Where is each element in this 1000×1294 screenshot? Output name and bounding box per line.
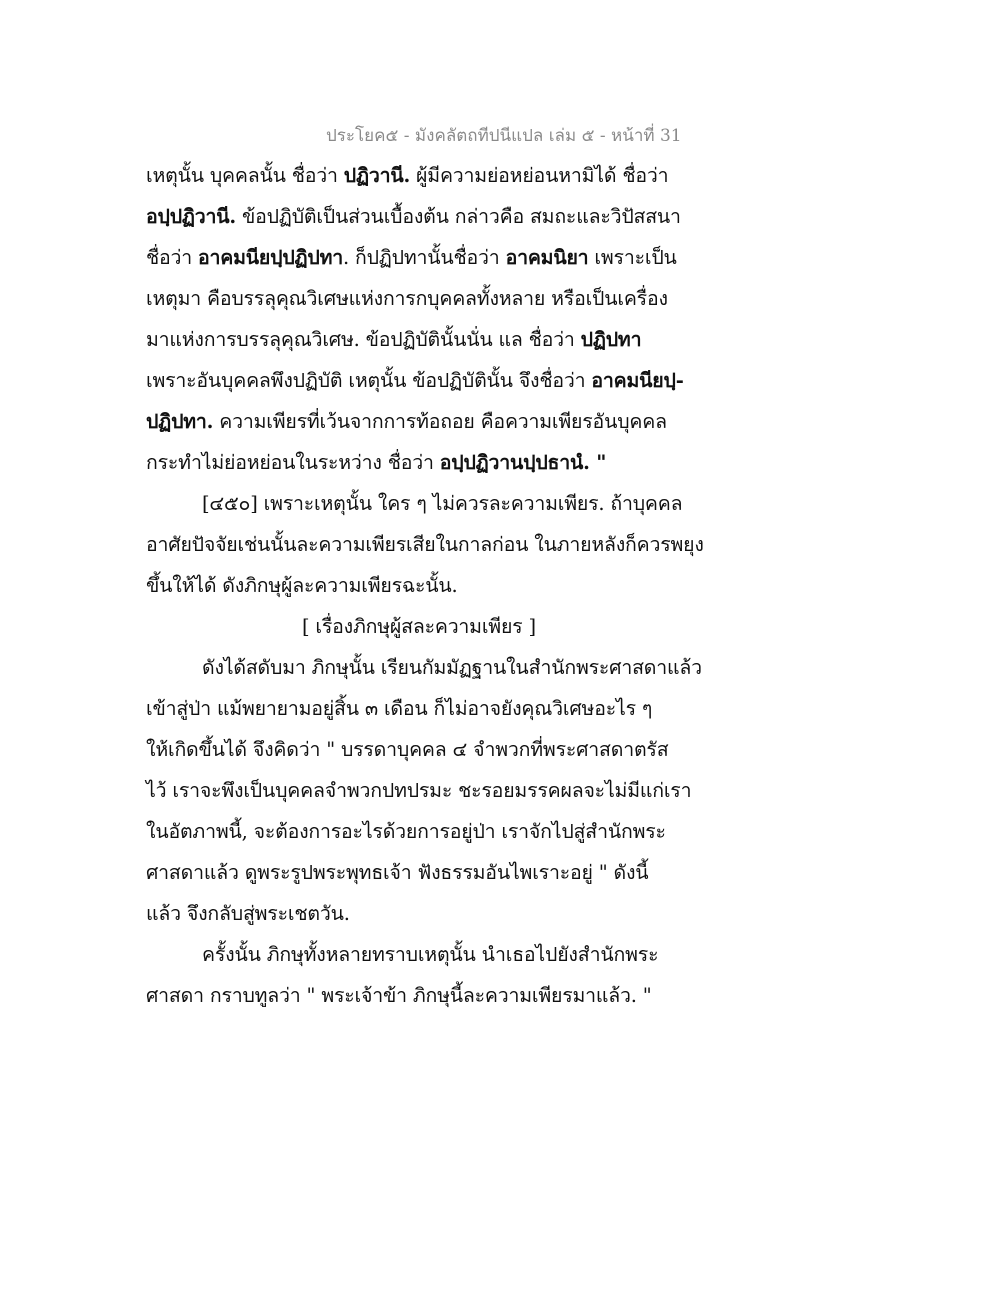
text-segment: ให้เกิดขึ้นได้ จึงคิดว่า " บรรดาบุคคล ๔ จำพวกที่พระศาสดาตรัส (146, 738, 669, 761)
text-line (146, 811, 706, 852)
bold-term: อาคมนิยา (505, 246, 589, 269)
text-segment: เหตุนั้น บุคคลนั้น ชื่อว่า (146, 164, 344, 187)
text-line (146, 483, 706, 524)
text-segment: . ก็ปฏิปทานั้นชื่อว่า (343, 246, 506, 269)
text-line (146, 319, 706, 360)
text-segment: ชื่อว่า (146, 246, 199, 269)
text-segment: [ เรื่องภิกษุผู้สละความเพียร ] (302, 615, 536, 638)
text-segment: [๔๕๐] เพราะเหตุนั้น ใคร ๆ ไม่ควรละความเพียร. ถ้าบุคคล (202, 492, 683, 515)
text-segment: ศาสดาแล้ว ดูพระรูปพระพุทธเจ้า ฟังธรรมอันไพเราะอยู่ " ดังนี้ (146, 861, 649, 884)
bold-term: อาคมนียปฺ- (591, 369, 684, 392)
bold-term: ปฏิวานี. (343, 164, 411, 187)
text-line (146, 278, 706, 319)
text-line (146, 401, 706, 442)
text-line (146, 770, 706, 811)
text-line (146, 360, 706, 401)
running-header: ประโยค๕ - มังคลัตถทีปนีแปล เล่ม ๕ - หน้าที่ 31 (326, 126, 682, 146)
text-line (146, 893, 706, 934)
text-segment: เพราะเป็น (588, 246, 677, 269)
text-line (146, 565, 706, 606)
text-line (146, 934, 706, 975)
text-line (146, 688, 706, 729)
text-segment: ความเพียรที่เว้นจากการท้อถอย คือความเพียรอันบุคคล (213, 410, 667, 433)
text-line (146, 442, 706, 483)
bold-term: ปฏิปทา (580, 328, 642, 351)
text-line (146, 524, 706, 565)
text-segment: เข้าสู่ป่า แม้พยายามอยู่สิ้น ๓ เดือน ก็ไม่อาจยังคุณวิเศษอะไร ๆ (146, 697, 653, 720)
text-segment: ผู้มีความย่อหย่อนหามิได้ ชื่อว่า (410, 164, 669, 187)
text-segment: ขึ้นให้ได้ ดังภิกษุผู้ละความเพียรฉะนั้น. (146, 574, 458, 597)
text-line (146, 647, 706, 688)
text-line (146, 852, 706, 893)
text-line (146, 196, 706, 237)
bold-term: อปฺปฏิวานี. (146, 205, 236, 228)
text-segment: กระทำไม่ย่อหย่อนในระหว่าง ชื่อว่า (146, 451, 440, 474)
text-line (146, 237, 706, 278)
text-segment: ดังได้สดับมา ภิกษุนั้น เรียนกัมมัฏฐานในสำนักพระศาสดาแล้ว (202, 656, 702, 679)
bold-term: อปฺปฏิวานปฺปธานํ. " (439, 451, 607, 474)
text-line (146, 729, 706, 770)
section-title (146, 606, 706, 647)
text-segment: แล้ว จึงกลับสู่พระเชตวัน. (146, 902, 350, 925)
text-segment: มาแห่งการบรรลุคุณวิเศษ. ข้อปฏิบัตินั้นนั่น แล ชื่อว่า (146, 328, 581, 351)
text-segment: ในอัตภาพนี้, จะต้องการอะไรด้วยการอยู่ป่า เราจักไปสู่สำนักพระ (146, 820, 666, 843)
bold-term: อาคมนียปฺปฏิปทา (198, 246, 343, 269)
body-text (146, 155, 706, 1016)
bold-term: ปฏิปทา. (146, 410, 214, 433)
text-line (146, 975, 706, 1016)
text-segment: อาศัยปัจจัยเช่นนั้นละความเพียรเสียในกาลก่อน ในภายหลังก็ควรพยุง (146, 533, 704, 556)
text-segment: ไว้ เราจะพึงเป็นบุคคลจำพวกปทปรมะ ชะรอยมรรคผลจะไม่มีแก่เรา (146, 779, 692, 802)
text-segment: ศาสดา กราบทูลว่า " พระเจ้าข้า ภิกษุนี้ละความเพียรมาแล้ว. " (146, 984, 652, 1007)
text-segment: เพราะอันบุคคลพึงปฏิบัติ เหตุนั้น ข้อปฏิบัตินั้น จึงชื่อว่า (146, 369, 592, 392)
text-segment: ข้อปฏิบัติเป็นส่วนเบื้องต้น กล่าวคือ สมถะและวิปัสสนา (235, 205, 681, 228)
text-line (146, 155, 706, 196)
text-segment: เหตุมา คือบรรลุคุณวิเศษแห่งการกบุคคลทั้งหลาย หรือเป็นเครื่อง (146, 287, 668, 310)
text-segment: ครั้งนั้น ภิกษุทั้งหลายทราบเหตุนั้น นำเธอไปยังสำนักพระ (202, 943, 659, 966)
